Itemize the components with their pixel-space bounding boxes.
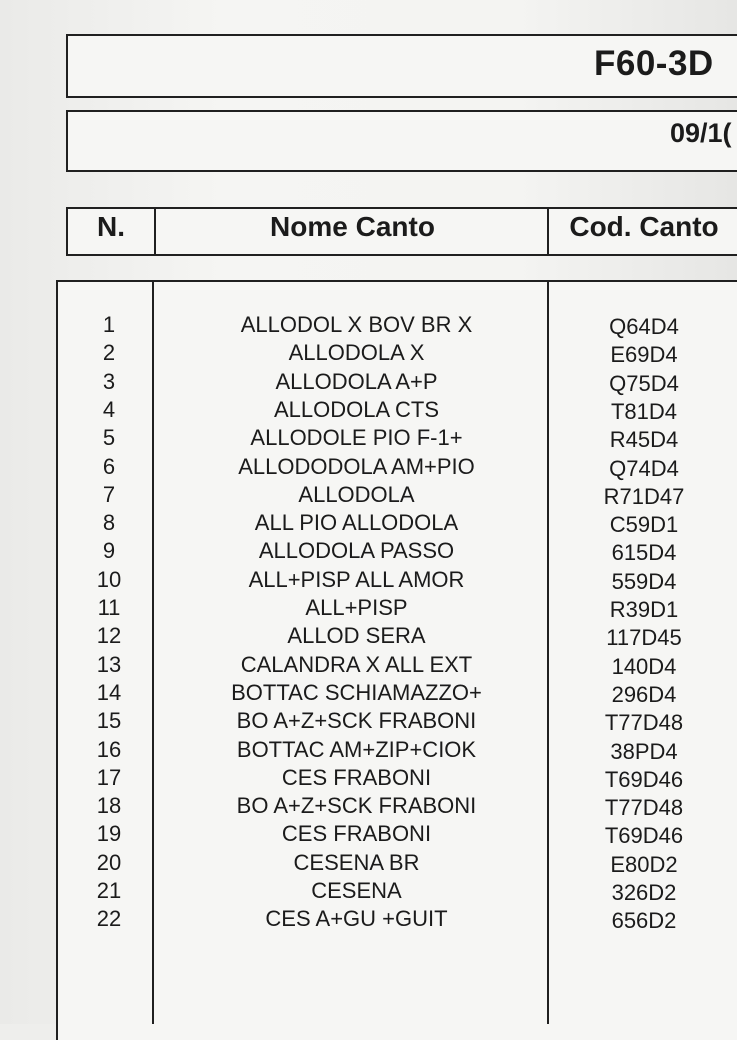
row-song-name: CES FRABONI	[281, 821, 432, 847]
row-song-name: ALLODOLA A+P	[275, 368, 438, 394]
table-row	[0, 567, 737, 595]
row-number: 1	[102, 312, 116, 337]
row-song-code: R71D47	[603, 483, 685, 509]
row-song-code: E69D4	[610, 342, 678, 368]
row-number: 7	[102, 481, 116, 507]
row-song-name: CES FRABONI	[281, 764, 432, 790]
row-song-code: Q74D4	[609, 455, 679, 481]
row-number: 9	[102, 538, 116, 564]
row-number: 14	[96, 679, 122, 705]
table-row	[0, 312, 737, 340]
row-number: 11	[97, 595, 121, 620]
row-song-code: 615D4	[611, 540, 677, 566]
table-row	[0, 454, 737, 482]
row-song-code: C59D1	[609, 512, 679, 538]
table-row	[0, 708, 737, 736]
row-number: 21	[96, 878, 122, 903]
row-song-code: E80D2	[610, 851, 678, 877]
row-song-name: CES A+GU +GUIT	[265, 906, 448, 932]
row-song-name: BOTTAC AM+ZIP+CIOK	[236, 736, 477, 762]
row-song-name: BOTTAC SCHIAMAZZO+	[231, 679, 482, 705]
table-row	[0, 737, 737, 765]
row-song-name: ALLODOL X BOV BR X	[240, 312, 473, 337]
row-number: 4	[102, 396, 116, 422]
row-song-name: ALLODOLE PIO F-1+	[250, 425, 463, 451]
date-box	[66, 110, 737, 172]
row-number: 19	[96, 821, 122, 847]
table-row	[0, 397, 737, 425]
row-song-name: ALL+PISP	[305, 595, 408, 620]
row-song-name: BO A+Z+SCK FRABONI	[236, 793, 477, 819]
table-row	[0, 821, 737, 849]
row-song-code: 326D2	[611, 880, 677, 905]
row-song-code: 296D4	[611, 681, 677, 707]
row-number: 20	[96, 849, 122, 875]
row-number: 12	[96, 623, 122, 649]
table-row	[0, 850, 737, 878]
table-row	[0, 538, 737, 566]
date-text: 09/1(	[670, 118, 732, 148]
row-song-code: T69D46	[604, 823, 684, 849]
row-song-code: Q64D4	[609, 314, 679, 339]
row-song-code: 140D4	[611, 653, 677, 679]
table-row	[0, 595, 737, 623]
table-row	[0, 680, 737, 708]
row-song-code: T81D4	[610, 398, 678, 424]
row-song-name: CESENA	[311, 878, 402, 903]
row-song-name: ALLODOLA	[298, 481, 415, 507]
row-song-code: 117D45	[606, 625, 682, 651]
table-row	[0, 652, 737, 680]
table-row	[0, 425, 737, 453]
row-number: 8	[102, 510, 116, 536]
row-song-name: BO A+Z+SCK FRABONI	[236, 708, 477, 734]
row-number: 16	[96, 736, 122, 762]
row-song-name: ALL+PISP ALL AMOR	[248, 566, 465, 592]
table-row	[0, 340, 737, 368]
row-song-name: ALL PIO ALLODOLA	[254, 510, 459, 536]
row-number: 6	[102, 453, 116, 479]
row-number: 2	[102, 340, 116, 366]
table-row	[0, 765, 737, 793]
row-song-code: T77D48	[604, 710, 684, 736]
model-title: F60-3D	[594, 44, 714, 83]
row-number: 13	[96, 651, 122, 677]
row-number: 10	[96, 566, 122, 592]
row-number: 5	[102, 425, 116, 451]
column-header-number: N.	[97, 211, 125, 242]
row-number: 22	[96, 906, 122, 932]
table-row	[0, 510, 737, 538]
table-row	[0, 793, 737, 821]
row-song-name: ALLODOLA CTS	[273, 396, 440, 422]
row-song-code: 559D4	[611, 568, 677, 594]
row-song-code: T77D48	[604, 795, 684, 821]
row-song-name: ALLODODOLA AM+PIO	[238, 453, 475, 479]
row-number: 18	[96, 793, 122, 819]
table-row	[0, 369, 737, 397]
row-song-name: ALLODOLA X	[288, 340, 425, 366]
column-header-name: Nome Canto	[270, 211, 435, 242]
row-song-code: 656D2	[611, 908, 677, 934]
row-song-name: ALLODOLA PASSO	[258, 538, 455, 564]
row-song-code: R45D4	[609, 427, 679, 453]
row-song-code: Q75D4	[609, 370, 679, 396]
row-number: 15	[96, 708, 122, 734]
row-song-name: CALANDRA X ALL EXT	[240, 651, 473, 677]
row-song-code: 38PD4	[610, 738, 678, 764]
row-number: 17	[96, 764, 122, 790]
row-song-code: T69D46	[604, 766, 684, 792]
row-song-name: ALLOD SERA	[287, 623, 426, 649]
row-song-name: CESENA BR	[293, 849, 420, 875]
row-number: 3	[102, 368, 116, 394]
row-song-code: R39D1	[609, 597, 679, 622]
table-row	[0, 482, 737, 510]
column-header-code: Cod. Canto	[569, 211, 719, 242]
table-row	[0, 623, 737, 651]
table-row	[0, 878, 737, 906]
table-row	[0, 906, 737, 934]
